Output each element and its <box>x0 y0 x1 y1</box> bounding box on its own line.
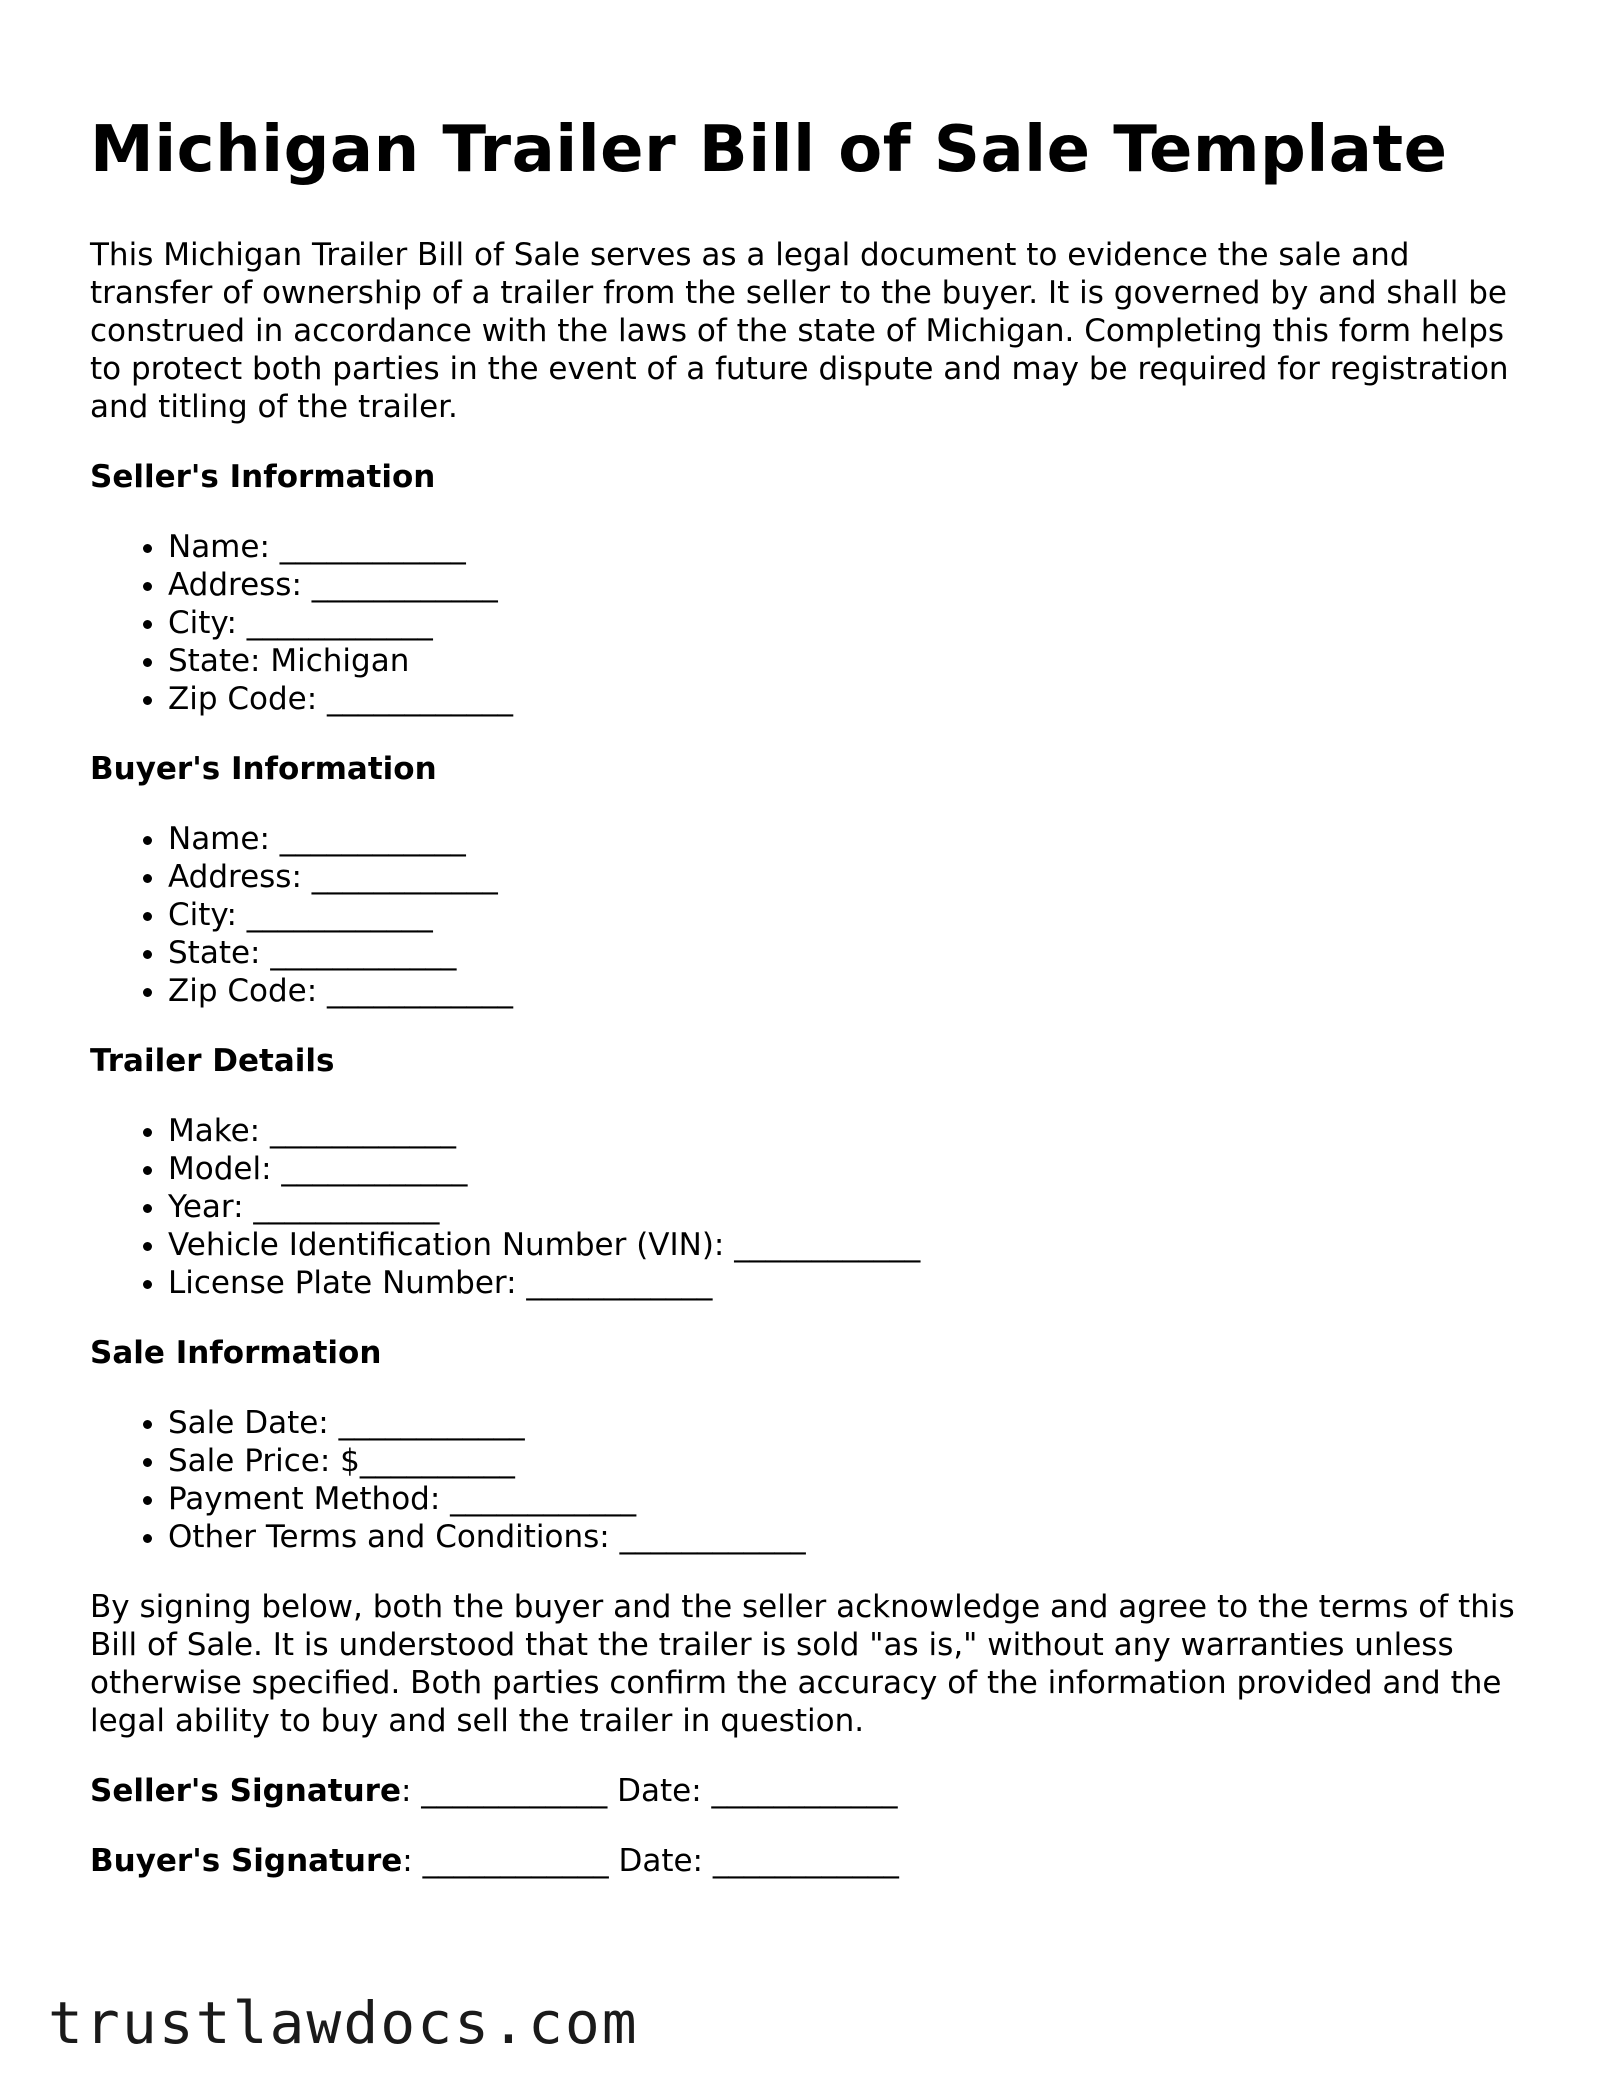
seller-address-field: • Address: ____________ <box>168 566 1540 604</box>
page-title: Michigan Trailer Bill of Sale Template <box>90 113 1448 187</box>
acknowledgement-paragraph: By signing below, both the buyer and the seller acknowledge and agree to the terms of this Bill of Sale. It is understood that the trailer is sold "as is," without any warranties unless otherwise specified. Both parties confirm the accuracy of the information provided and the legal ability to buy and sell the trailer in question. <box>90 1589 1515 1739</box>
sale-date-field: • Sale Date: ____________ <box>168 1404 1540 1442</box>
other-terms-field: • Other Terms and Conditions: ____________ <box>168 1518 1540 1556</box>
payment-method-field: • Payment Method: ____________ <box>168 1480 1540 1518</box>
buyer-zip-field: • Zip Code: ____________ <box>168 972 1540 1010</box>
trailer-vin-field: • Vehicle Identification Number (VIN): ____________ <box>168 1226 1540 1264</box>
seller-city-field: • City: ____________ <box>168 604 1540 642</box>
buyer-name-field: • Name: ____________ <box>168 820 1540 858</box>
sale-section-heading: Sale Information <box>90 1335 382 1371</box>
seller-name-field: • Name: ____________ <box>168 528 1540 566</box>
trailer-model-field: • Model: ____________ <box>168 1150 1540 1188</box>
seller-info-list <box>90 528 1540 718</box>
sale-info-list <box>90 1404 1540 1556</box>
buyer-signature-line <box>90 1842 1540 1880</box>
buyer-state-field: • State: ____________ <box>168 934 1540 972</box>
seller-section-heading: Seller's Information <box>90 459 436 495</box>
seller-signature-label: Seller's Signature <box>90 1773 401 1809</box>
buyer-city-field: • City: ____________ <box>168 896 1540 934</box>
document-page <box>90 110 1540 1912</box>
buyer-info-list <box>90 820 1540 1010</box>
trailer-details-list <box>90 1112 1540 1302</box>
seller-signature-blanks: : ____________ Date: ____________ <box>400 1773 898 1809</box>
trailer-year-field: • Year: ____________ <box>168 1188 1540 1226</box>
seller-signature-line <box>90 1772 1540 1810</box>
site-footer-watermark: trustlawdocs.com <box>48 1989 639 2057</box>
buyer-signature-label: Buyer's Signature <box>90 1843 403 1879</box>
intro-paragraph: This Michigan Trailer Bill of Sale serves as a legal document to evidence the sale and transfer of ownership of a trailer from the seller to the buyer. It is governed by and shall be construed in accordance with the laws of the state of Michigan. Completing this form helps to protect both parties in the event of a future dispute and may be required for registration and titling of the trailer. <box>90 237 1509 425</box>
trailer-plate-field: • License Plate Number: ____________ <box>168 1264 1540 1302</box>
buyer-address-field: • Address: ____________ <box>168 858 1540 896</box>
sale-price-field: • Sale Price: $__________ <box>168 1442 1540 1480</box>
trailer-section-heading: Trailer Details <box>90 1043 335 1079</box>
seller-state-field: • State: Michigan <box>168 642 1540 680</box>
trailer-make-field: • Make: ____________ <box>168 1112 1540 1150</box>
seller-zip-field: • Zip Code: ____________ <box>168 680 1540 718</box>
buyer-section-heading: Buyer's Information <box>90 751 437 787</box>
buyer-signature-blanks: : ____________ Date: ____________ <box>402 1843 899 1879</box>
